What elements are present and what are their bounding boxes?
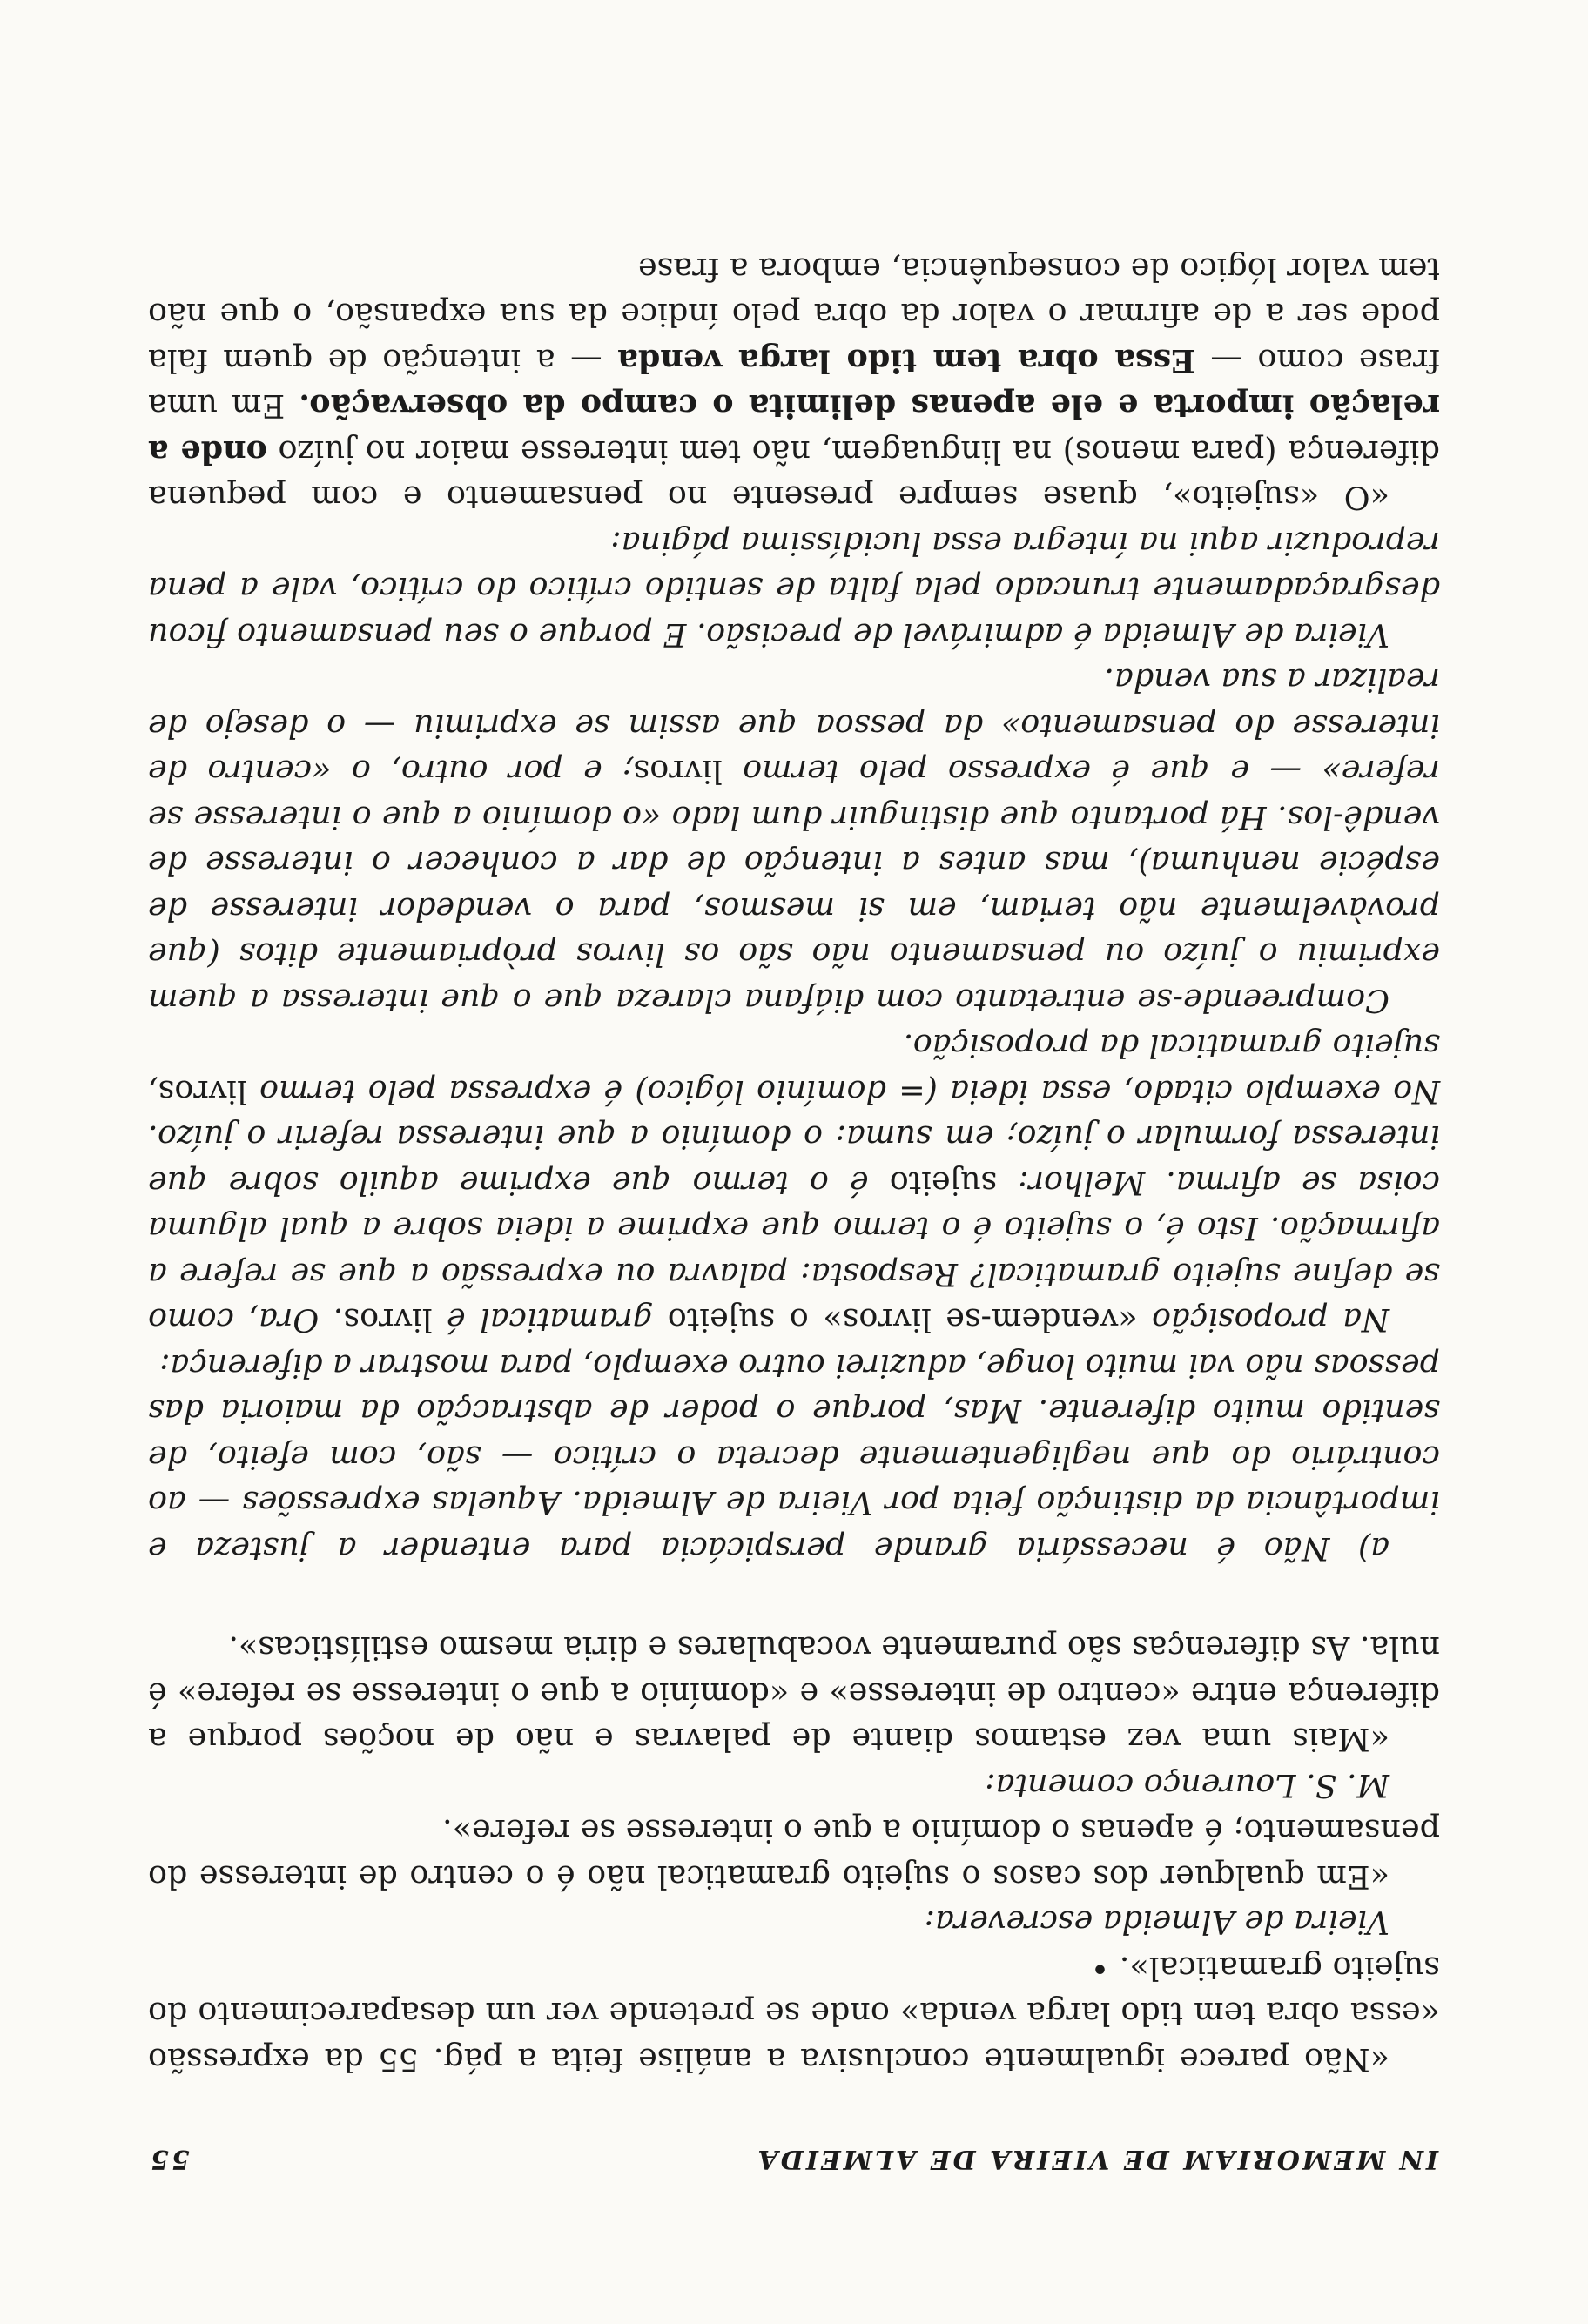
commentary-paragraph [148,657,1440,1023]
text-run: livros [158,1073,247,1111]
text-run: , sujeito gramatical da proposição. [148,1027,1440,1111]
text-run: gramatical é [432,1301,668,1340]
text-run: livros [343,1301,433,1340]
text-run: Essa obra tem tido larga venda [617,342,1195,379]
text-run: «Em qualquer dos casos o sujeito gramatical não é o centro de interesse do pensamento; é apenas o domínio a que o interesse se refere». [148,1812,1440,1896]
text-run: sujeito [889,1165,998,1202]
text-run: ; e por outro, o «centro de interesse do pensamento» da pessoa que assim se exprimiu — o desejo de realizar a sua venda. [148,662,1440,791]
text-run: Na proposição [1137,1301,1390,1340]
commentary-paragraph [148,521,1440,658]
text-run: Vieira de Almeida é admirável de precisão. E porque o seu pensamento ficou desgraçadamente truncado pela falta de sentido crítico do crítico, vale a pena reproduzir aqui na íntegra essa lucidíssima página: [148,525,1440,654]
paragraph-gap [148,1571,1440,1625]
page-number: 55 [148,2144,190,2174]
text-run: Compreende-se entretanto com diáfana clareza que o que interessa a quem exprimiu o juízo ou pensamento não são os livros pròpriamente ditos (que provàvelmente não teriam, em si mesmos, para o vendedor interesse de espécie nenhuma), mas antes a intenção de dar a conhecer o interesse de vendê-los. Há portanto que distinguir dum lado «o domínio a que o interesse se refere» — e que é expresso pelo termo [148,753,1440,1019]
commentary-paragraph [148,1899,1440,1945]
quoted-paragraph [148,1808,1440,1899]
text-run: . Ora, como se define sujeito gramatical? Resposta: palavra ou expressão a que se refere a afirmação. Isto é, o sujeito é o termo que exprime a ideia sobre a qual alguma coisa se afirma. Melhor: [148,1165,1440,1340]
text-run: livros [633,753,723,791]
commentary-paragraph [148,1763,1440,1809]
quoted-paragraph [148,246,1440,521]
quoted-paragraph [148,1945,1440,2083]
text-run: «Mais uma vez estamos diante de palavras e não de noções porque a diferença entre «centro de interesse» e «domínio a que o interesse se refere» é nula. As diferenças são puramente vocabulares e diria mesmo estilísticas». [148,1629,1440,1759]
quoted-paragraph [148,1625,1440,1763]
text-run: «O «sujeito», quase sempre presente no pensamento e com pequena diferença (para menos) na linguagem, não tem interesse maior no juízo [148,433,1440,517]
commentary-paragraph [148,1023,1440,1343]
page-header [148,2144,1438,2174]
page-body [148,246,1440,2083]
text-run: «Não parece igualmente conclusiva a análise feita a pág. 55 da expressão «essa obra tem tido larga venda» onde se pretende ver um desaparecimento do sujeito gramatical». • [148,1950,1440,2079]
text-run: onde a relação importa e ele apenas delimita o campo da observação. [147,387,1440,471]
text-run: a) Não é necessária grande perspicácia para entender a justeza e importância da distinção feita por Vieira de Almeida. Aquelas expressões — ao contrário do que negligentemente decreta o crítico — são, com efeito, de sentido muito diferente. Mas, porque o poder de abstracção da maioria das pessoas não vai muito longe, aduzirei outro exemplo, para mostrar a diferença: [148,1347,1440,1568]
text-run: — a intenção de quem fala pode ser a de afirmar o valor da obra pelo índice da sua expansão, o que não tem valor lógico de consequência, embora a frase [148,251,1440,379]
text-run: é o termo que exprime aquilo sobre que interessa formular o juízo; em suma: o domínio a que interessa referir o juízo. No exemplo citado, essa ideia (= domínio lógico) é expressa pelo termo [148,1073,1440,1202]
running-title: IN MEMORIAM DE VIEIRA DE ALMEIDA [755,2144,1438,2174]
text-run: M. S. Lourenço comenta: [985,1767,1390,1804]
text-run: «vendem-se livros» o sujeito [667,1301,1138,1340]
commentary-paragraph [148,1343,1440,1572]
text-run: Vieira de Almeida escrevera: [924,1904,1390,1942]
text-run: Em uma frase como — [148,342,1440,426]
